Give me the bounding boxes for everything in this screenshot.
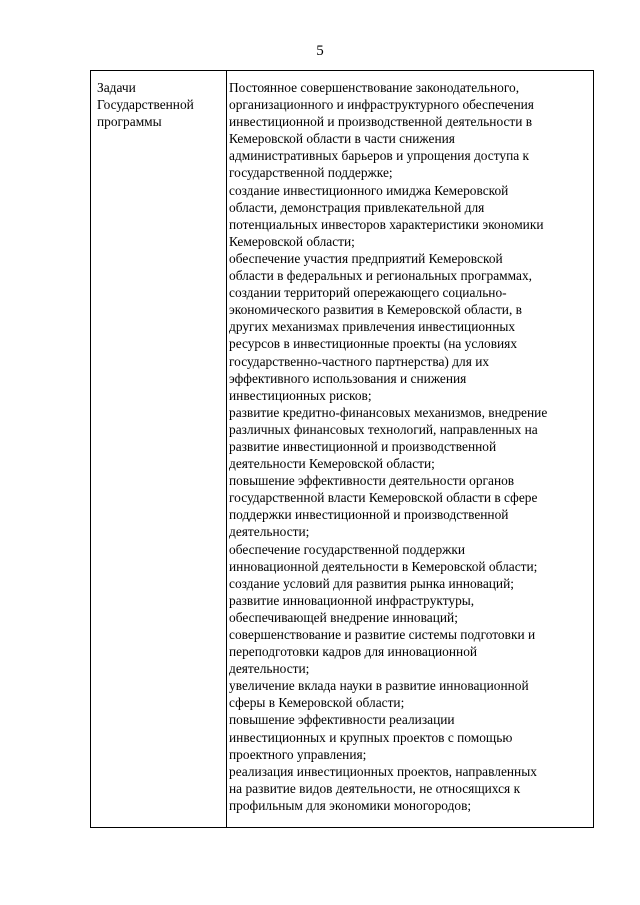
content-line: повышение эффективности реализации: [229, 712, 455, 728]
program-tasks-table: [90, 70, 594, 828]
content-line: профильным для экономики моногородов;: [229, 797, 472, 813]
content-line: деятельности;: [229, 661, 310, 677]
row-content-cell: [229, 79, 591, 814]
content-line: государственно-частного партнерства) для их: [229, 353, 490, 369]
row-label-cell: [97, 79, 222, 130]
content-line: потенциальных инвесторов характеристики экономики: [229, 216, 544, 232]
content-line: переподготовки кадров для инновационной: [229, 644, 478, 660]
content-line: развитие инвестиционной и производственной: [229, 438, 497, 454]
page-number: 5: [316, 43, 324, 59]
content-line: обеспечение участия предприятий Кемеровской: [229, 250, 503, 266]
label-line: Задачи: [97, 80, 136, 95]
content-line: государственной власти Кемеровской области в сфере: [229, 490, 538, 506]
content-line: обеспечение государственной поддержки: [229, 541, 466, 557]
content-line: поддержки инвестиционной и производственной: [229, 507, 509, 523]
content-line: организационного и инфраструктурного обеспечения: [229, 97, 534, 113]
content-line: ресурсов в инвестиционные проекты (на условиях: [229, 336, 518, 352]
content-line: совершенствование и развитие системы подготовки и: [229, 627, 536, 642]
content-line: увеличение вклада науки в развитие инновационной: [229, 678, 529, 694]
content-line: на развитие видов деятельности, не относящихся к: [229, 780, 521, 796]
content-line: Постоянное совершенствование законодательного,: [229, 80, 520, 95]
content-line: области, демонстрация привлекательной для: [229, 199, 485, 215]
content-line: повышение эффективности деятельности органов: [229, 473, 515, 489]
content-line: Кемеровской области;: [229, 233, 355, 249]
content-line: проектного управления;: [229, 746, 367, 762]
content-line: деятельности;: [229, 524, 310, 540]
label-line: Государственной: [97, 97, 194, 113]
content-line: инвестиционной и производственной деятельности в: [229, 114, 533, 130]
content-line: области в федеральных и региональных программах,: [229, 268, 532, 284]
label-line: программы: [97, 114, 162, 130]
content-line: обеспечивающей внедрение инноваций;: [229, 609, 458, 625]
column-divider: [226, 71, 227, 827]
content-line: различных финансовых технологий, направленных на: [229, 421, 538, 437]
content-line: Кемеровской области в части снижения: [229, 131, 455, 147]
content-line: создание условий для развития рынка инноваций;: [229, 575, 514, 591]
content-line: развитие инновационной инфраструктуры,: [229, 592, 475, 608]
content-line: других механизмах привлечения инвестиционных: [229, 319, 516, 335]
content-line: экономического развития в Кемеровской области, в: [229, 302, 522, 318]
content-line: сферы в Кемеровской области;: [229, 695, 405, 711]
content-line: создание инвестиционного имиджа Кемеровской: [229, 182, 509, 198]
content-line: инвестиционных рисков;: [229, 387, 372, 403]
content-line: деятельности Кемеровской области;: [229, 456, 435, 472]
content-line: инновационной деятельности в Кемеровской области;: [229, 558, 538, 574]
content-line: создании территорий опережающего социально-: [229, 285, 507, 301]
content-line: развитие кредитно-финансовых механизмов, внедрение: [229, 404, 548, 420]
content-line: реализация инвестиционных проектов, направленных: [229, 763, 537, 779]
content-line: государственной поддержке;: [229, 165, 393, 181]
content-line: инвестиционных и крупных проектов с помощью: [229, 729, 513, 745]
content-line: административных барьеров и упрощения доступа к: [229, 148, 530, 164]
content-line: эффективного использования и снижения: [229, 370, 467, 386]
